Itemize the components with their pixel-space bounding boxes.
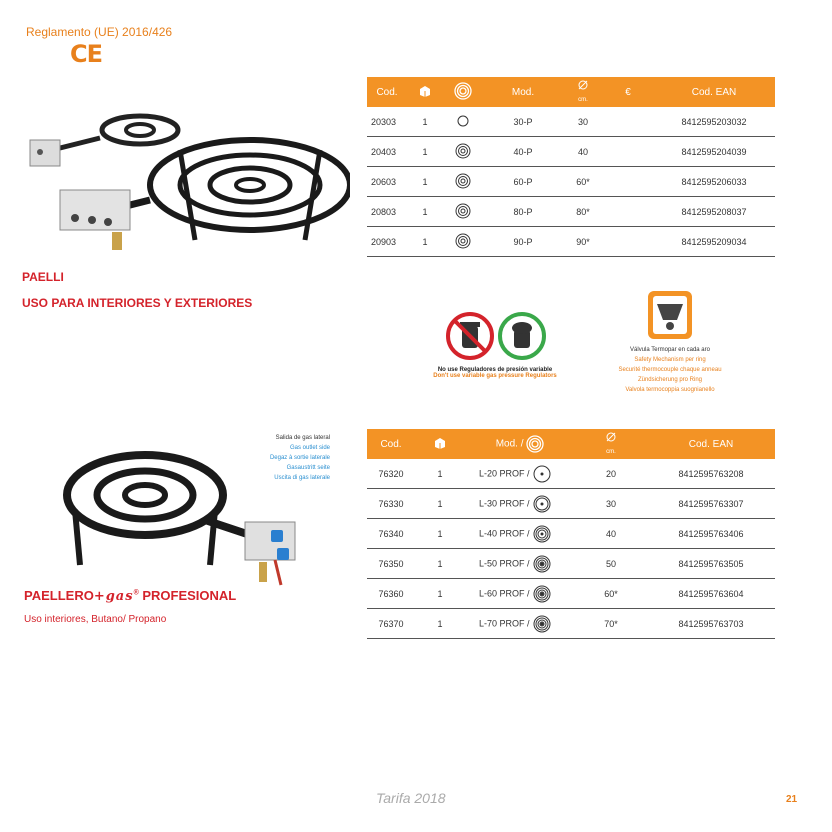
table-row: [367, 137, 775, 167]
cell-cod: 20803: [367, 197, 407, 227]
professional-burner-image: [45, 440, 305, 590]
cell-qty: 1: [415, 609, 465, 639]
cell-ean: 8412595209034: [653, 227, 775, 257]
cell-price: [603, 197, 653, 227]
col-cod: Cod.: [367, 77, 407, 107]
col-cod: Cod.: [367, 429, 415, 459]
valve-line: Securité thermocouple chaque anneau: [618, 367, 722, 373]
cell-ean: 8412595763406: [647, 519, 775, 549]
rings-icon: [526, 435, 544, 453]
product2-title-gas: +gas: [93, 589, 134, 604]
cell-ean: 8412595763505: [647, 549, 775, 579]
cell-price: [603, 137, 653, 167]
product2-subtitle: Uso interiores, Butano/ Propano: [24, 614, 167, 625]
cell-cod: 76330: [367, 489, 415, 519]
ce-mark: CE: [70, 40, 103, 68]
col-diameter: [575, 429, 647, 459]
paella-burner-image: [20, 100, 350, 270]
table-row: [367, 579, 775, 609]
cell-cod: 20903: [367, 227, 407, 257]
burner-rings-icon: [533, 555, 551, 573]
cell-qty: 1: [407, 107, 443, 137]
cell-price: [603, 107, 653, 137]
valve-line: Safety Mechanism per ring: [634, 357, 706, 363]
cell-mod: 80-P: [483, 197, 563, 227]
cell-ean: 8412595763307: [647, 489, 775, 519]
cell-cod: 76320: [367, 459, 415, 489]
cell-qty: 1: [415, 459, 465, 489]
table-row: [367, 609, 775, 639]
cell-qty: 1: [415, 549, 465, 579]
cell-cm: 80*: [563, 197, 603, 227]
cell-qty: 1: [407, 137, 443, 167]
table-row: [367, 197, 775, 227]
regulator-warning-icons: [440, 310, 550, 362]
footer-tarifa: Tarifa 2018: [376, 790, 446, 806]
box-icon: [415, 429, 465, 459]
product2-title-c: PROFESIONAL: [138, 588, 237, 603]
cell-cod: 20303: [367, 107, 407, 137]
rings-icon: [455, 113, 471, 129]
col-mod: [465, 429, 575, 459]
product1-subtitle: USO PARA INTERIORES Y EXTERIORES: [22, 296, 253, 310]
cell-qty: 1: [407, 227, 443, 257]
cell-ean: 8412595204039: [653, 137, 775, 167]
gas-outlet-line: Degaz à sortie laterale: [269, 455, 330, 461]
box-icon: [407, 77, 443, 107]
cell-cm: 90*: [563, 227, 603, 257]
cell-qty: 1: [415, 579, 465, 609]
cell-cod: 20603: [367, 167, 407, 197]
warning-line-en: Don't use variable gas pressure Regulators: [433, 373, 557, 379]
cell-price: [603, 227, 653, 257]
burner-rings-icon: [533, 615, 551, 633]
col-mod-label: Mod. /: [495, 438, 524, 450]
valve-line: Valvola termocoppia suognianello: [625, 387, 715, 393]
diameter-unit: cm.: [606, 449, 616, 455]
cell-ean: 8412595208037: [653, 197, 775, 227]
table-row: [367, 459, 775, 489]
cell-cm: 70*: [575, 609, 647, 639]
table-row: [367, 549, 775, 579]
cell-cm: 40: [575, 519, 647, 549]
col-diameter: [563, 77, 603, 107]
cell-mod: L-30 PROF /: [479, 497, 530, 508]
rings-icon: [455, 203, 471, 219]
cell-qty: 1: [415, 519, 465, 549]
valve-line: Válvula Termopar en cada aro: [630, 347, 710, 353]
cell-mod: 90-P: [483, 227, 563, 257]
rings-icon: [455, 143, 471, 159]
cell-mod: 40-P: [483, 137, 563, 167]
cell-mod: L-70 PROF /: [479, 617, 530, 628]
table-row: [367, 107, 775, 137]
burner-rings-icon: [533, 465, 551, 483]
cell-cod: 20403: [367, 137, 407, 167]
professional-burners-table: [367, 429, 775, 639]
cell-ean: 8412595763208: [647, 459, 775, 489]
table-row: [367, 489, 775, 519]
product2-title: [24, 588, 236, 604]
diameter-unit: cm.: [578, 97, 588, 103]
cell-cm: 60*: [563, 167, 603, 197]
registered-mark: ®: [133, 589, 139, 597]
gas-outlet-line: Gasaustritt seite: [286, 465, 330, 471]
product2-title-a: PAELLERO: [24, 588, 94, 603]
cell-mod: L-60 PROF /: [479, 587, 530, 598]
table-row: [367, 519, 775, 549]
rings-icon: [443, 77, 483, 107]
cell-cm: 60*: [575, 579, 647, 609]
cell-cm: 30: [563, 107, 603, 137]
cell-mod: L-40 PROF /: [479, 527, 530, 538]
cell-cod: 76340: [367, 519, 415, 549]
cell-mod: L-50 PROF /: [479, 557, 530, 568]
table-row: [367, 167, 775, 197]
cell-ean: 8412595206033: [653, 167, 775, 197]
cell-qty: 1: [407, 197, 443, 227]
cell-price: [603, 167, 653, 197]
paella-burners-table: [367, 77, 775, 257]
col-euro: €: [603, 77, 653, 107]
thermocouple-valve-icon: [647, 290, 693, 340]
cell-cod: 76360: [367, 579, 415, 609]
burner-rings-icon: [533, 495, 551, 513]
cell-cod: 76370: [367, 609, 415, 639]
cell-cod: 76350: [367, 549, 415, 579]
cell-ean: 8412595763703: [647, 609, 775, 639]
cell-cm: 50: [575, 549, 647, 579]
cell-qty: 1: [407, 167, 443, 197]
rings-icon: [455, 173, 471, 189]
valve-info: [600, 290, 740, 395]
cell-ean: 8412595763604: [647, 579, 775, 609]
regulation-text: Reglamento (UE) 2016/426: [26, 25, 173, 39]
table-row: [367, 227, 775, 257]
col-ean: Cod. EAN: [653, 77, 775, 107]
cell-mod: 30-P: [483, 107, 563, 137]
rings-icon: [455, 233, 471, 249]
col-mod: Mod.: [483, 77, 563, 107]
cell-mod: L-20 PROF /: [479, 467, 530, 478]
cell-cm: 40: [563, 137, 603, 167]
page-number: 21: [786, 794, 798, 805]
valve-text: [600, 345, 740, 395]
gas-outlet-line: Salida de gas lateral: [275, 435, 330, 441]
cell-ean: 8412595203032: [653, 107, 775, 137]
cell-qty: 1: [415, 489, 465, 519]
pressure-regulator-warning: [415, 310, 575, 379]
gas-outlet-line: Uscita di gas laterale: [274, 475, 330, 481]
warning-line-es: No use Reguladores de presión variable: [437, 367, 553, 373]
valve-line: Zündsicherung pro Ring: [637, 377, 703, 383]
cell-mod: 60-P: [483, 167, 563, 197]
gas-outlet-line: Gas outlet side: [289, 445, 330, 451]
cell-cm: 20: [575, 459, 647, 489]
product1-title: PAELLI: [22, 270, 64, 284]
burner-rings-icon: [533, 525, 551, 543]
col-ean: Cod. EAN: [647, 429, 775, 459]
cell-cm: 30: [575, 489, 647, 519]
burner-rings-icon: [533, 585, 551, 603]
